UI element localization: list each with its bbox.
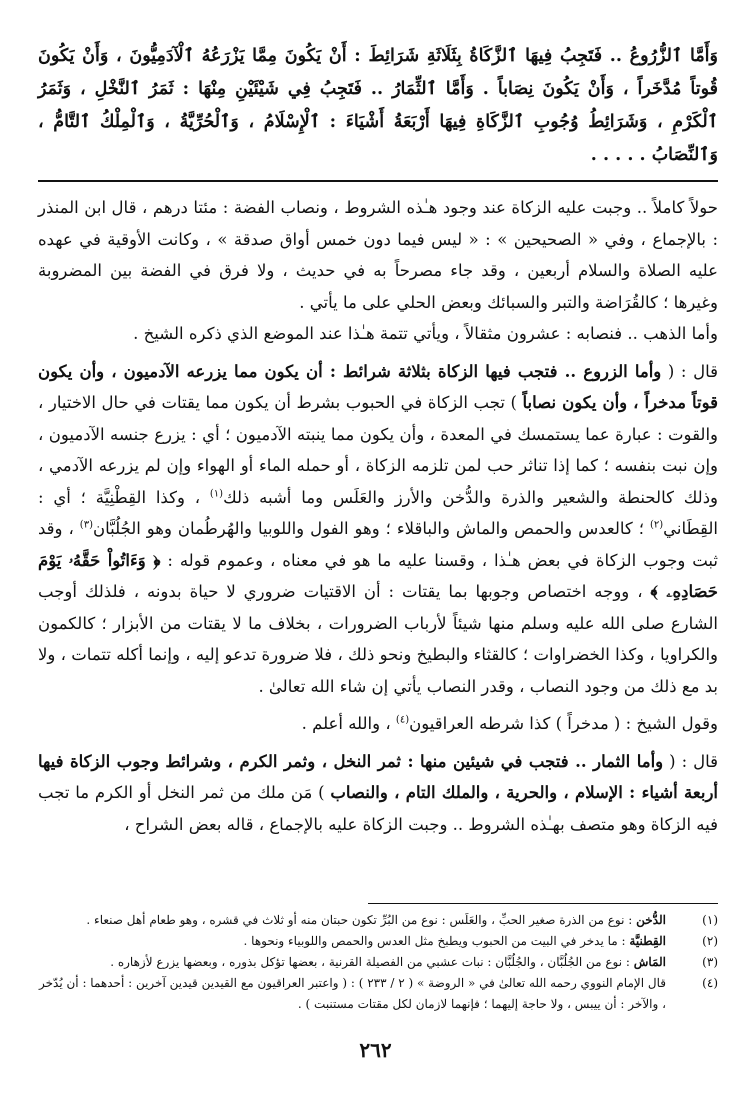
sharh-block [38,192,718,840]
sharh-text: ، وكذا القِطْنِيَّة ؛ أي : القِطَاني [38,487,719,538]
sharh-paragraph-4 [38,708,718,740]
quoted-matn: وأما الثمار .. فتجب في شيئين منها : ثمر النخل ، وثمر الكرم ، وشرائط وجوب الزكاة فيها أربعة أشياء : الإسلام ، والحرية ، والملك التام ، والنصاب [38,751,718,802]
footnote-text: : نوع من الذرة صغير الحبِّ ، والعَلَس : نوع من البُرِّ تكون حبتان منه أو ثلاث في قشره ، وهو طعام أهل صنعاء . [86,913,633,927]
footnote-3 [38,952,718,973]
matn-text [38,40,718,172]
footnote-ref-1[interactable]: (١) [209,488,224,499]
footnote-text: قال الإمام النووي رحمه الله تعالىٰ في « الروضة » ( ٢ / ٢٣٣ ) : ( واعتبر العراقيون مع القيدين قيدين آخرين : أحدهما : أن يُدّخر ، والآخر : أن ييبس ، ولا حاجة إليهما ؛ فإنهما لازمان لكل مقتات مستنبت ) . [39,976,666,1011]
page-number: ٢٦٢ [359,1038,392,1062]
quran-verse: ﴿ وَءَاتُواْ حَقَّهُۥ يَوْمَ حَصَادِهِۦ ﴾ [38,550,718,601]
sharh-text: وقول الشيخ : ( مدخراً ) كذا شرطه العراقيون [409,714,718,733]
sharh-paragraph-2: وأما الذهب .. فنصابه : عشرون مثقالاً ، ويأتي تتمة هـٰذا عند الموضع الذي ذكره الشيخ . [133,324,718,343]
sharh-text: ) تجب الزكاة في الحبوب بشرط أن يكون مما يقتات في حال الاختيار ، والقوت : عبارة عما يستمسك في المعدة ، وأن يكون مما ينبته الآدميون ؛ أي : يزرع جنسه الآدميون ، وإن نبت بنفسه ؛ كما إذا تناثر حب لمن تلزمه الزكاة ، أو حمله الماء أو الهواء وإن لم يزرعه الآدمي ، وذلك كالحنطة والشعير والذرة والدُّخن والأرز والعَلَس وما أشبه ذلك [38,393,719,507]
sharh-text: ؛ كالعدس والحمص والماش والباقلاء ؛ وهو الفول واللوبيا والهُرطُمان وهو الجُلُبَّان [92,519,644,538]
footnote-term: المَاش [633,955,666,969]
footnote-ref-4[interactable]: (٤) [395,714,410,726]
sharh-intro: قال : ( [667,361,718,381]
matn-paragraph: وَأَمَّا ٱلزُّرُوعُ .. فَتَجِبُ فِيهَا ٱلزَّكَاةُ بِثَلَاثَةِ شَرَائِطَ : أَنْ يَكُونَ مِمَّا يَزْرَعُهُ ٱلْآدَمِيُّونَ ، وَأَنْ يَكُونَ قُوتاً مُدَّخَراً ، وَأَنْ يَكُونَ نِصَاباً . وَأَمَّا ٱلثِّمَارُ .. فَتَجِبُ فِي شَيْئَيْنِ مِنْهَا : ثَمَرُ ٱلنَّخْلِ ، وَثَمَرُ ٱلْكَرْمِ ، وَشَرَائِطُ وُجُوبِ ٱلزَّكَاةِ فِيهَا أَرْبَعَةُ أَشْيَاءَ : ٱلْإِسْلَامُ ، وَٱلْحُرِّيَّةُ ، وَٱلْمِلْكُ ٱلتَّامُّ ، وَٱلنِّصَابُ . . . . . [38,46,718,165]
sharh-intro: قال : ( [669,751,719,771]
footnote-number: (٤) [702,976,718,990]
sharh-text: ) مَن ملك من ثمر النخل أو الكرم ما تجب فيه الزكاة وهو متصف بهـٰذه الشروط .. وجبت الزكاة عليه بالإجماع ، قاله بعض الشراح ، [38,783,718,834]
footnote-separator [368,903,718,904]
footnote-text: : نوع من الجُلُبَّان ، والجُلُبَّان : نبات عشبي من الفصيلة القرنية ، بعضها تؤكل بذوره ، وبعضها يزرع لأزهاره . [110,955,630,969]
footnote-2 [38,931,718,952]
quoted-matn: وأما الزروع .. فتجب فيها الزكاة بثلاثة شرائط : أن يكون مما يزرعه الآدميون ، وأن يكون قوتاً مدخراً ، وأن يكون نصاباً [38,361,718,412]
footnote-1 [38,910,718,931]
footnote-term: الدُّخن [636,913,666,927]
sharh-paragraph-1: حولاً كاملاً .. وجبت عليه الزكاة عند وجود هـٰذه الشروط ، ونصاب الفضة : مئتا درهم ، قال ابن المنذر : بالإجماع ، وفي « الصحيحين » : « ليس فيما دون خمس أواق صدقة » ، وكانت الأوقية في عهده عليه الصلاة والسلام أربعين ، وقد جاء مصرحاً به في حديث ، ولا فرق في الفضة بين المضروبة وغيرها ؛ كالقُرَاضة والتبر والسبائك وبعض الحلي على ما يأتي . [38,198,718,312]
footnote-4 [38,973,718,1015]
footnote-ref-2[interactable]: (٢) [649,519,664,531]
matn-block [38,40,718,172]
sharh-text: ، ووجه اختصاص وجوبها بما يقتات : أن الاقتيات ضروري لا حياة بدونه ، فلذلك أوجب الشارع صلى الله عليه وسلم منها شيئاً لأرباب الضرورات ، بخلاف ما لا يقتات من الأبزار ؛ كالكمون والكراويا ، وكذا الخضراوات ؛ كالقثاء والبطيخ ونحو ذلك ، فلا ضرورة تدعو إليه ، وإنما أكله تتمات ، ولا بد مع ذلك من وجود النصاب ، وقدر النصاب يأتي إن شاء الله تعالىٰ . [38,582,718,696]
footnote-term: القِطنيَّة [629,934,666,948]
sharh-paragraph-5 [38,746,718,841]
footnote-ref-3[interactable]: (٣) [79,519,93,531]
sharh-text: ، وقد ثبت وجوب الزكاة في بعض هـٰذا ، وقسنا عليه ما هو في معناه ، وعموم قوله : [38,519,718,570]
footnote-text: : ما يدخر في البيت من الحبوب ويطبخ مثل العدس والحمص واللوبياء ونحوها . [243,934,626,948]
footnotes [38,910,718,1015]
footnote-number: (١) [702,913,718,927]
footnote-number: (٢) [702,934,718,948]
matn-separator [38,180,718,182]
sharh-paragraph-3 [38,356,718,703]
footnote-number: (٣) [702,955,718,969]
sharh-text: ، والله أعلم . [301,714,391,733]
